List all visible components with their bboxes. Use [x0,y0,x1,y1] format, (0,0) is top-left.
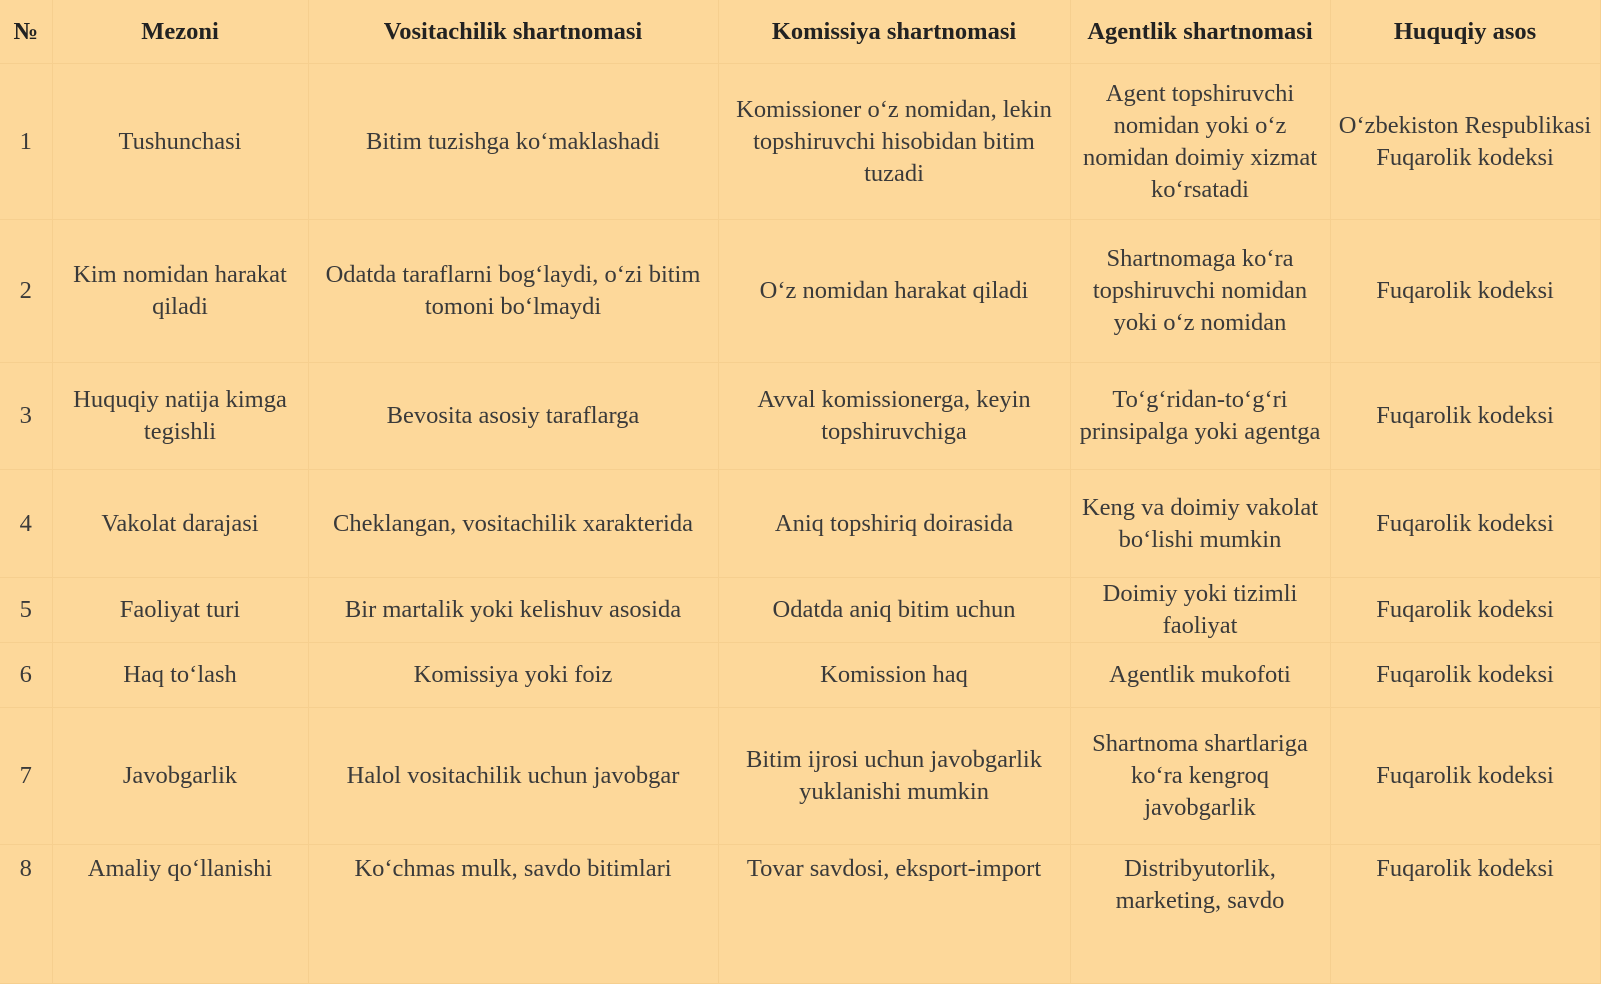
criterion-cell: Vakolat darajasi [52,470,308,578]
row-number-cell: 5 [0,578,52,643]
commission-cell: Aniq topshiriq doirasida [718,470,1070,578]
brokerage-cell: Cheklangan, vositachilik xarakterida [308,470,718,578]
agency-cell: Agentlik mukofoti [1070,643,1330,708]
row-number-cell: 3 [0,363,52,470]
header-row [0,0,1600,64]
header-brokerage-contract: Vositachilik shartnomasi [308,0,718,64]
table-header [0,0,1600,64]
row-number-cell: 6 [0,643,52,708]
legal-basis-cell: Fuqarolik kodeksi [1330,578,1600,643]
row-number-cell: 1 [0,64,52,220]
criterion-cell: Huquqiy natija kimga tegishli [52,363,308,470]
table-row [0,708,1600,845]
header-agency-contract: Agentlik shartnomasi [1070,0,1330,64]
legal-basis-cell: Fuqarolik kodeksi [1330,708,1600,845]
header-legal-basis: Huquqiy asos [1330,0,1600,64]
row-number-cell: 7 [0,708,52,845]
commission-cell: Tovar savdosi, eksport-import [718,845,1070,984]
table-row [0,643,1600,708]
brokerage-cell: Odatda taraflarni bog‘laydi, o‘zi bitim tomoni bo‘lmaydi [308,220,718,363]
commission-cell: Odatda aniq bitim uchun [718,578,1070,643]
header-commission-contract: Komissiya shartnomasi [718,0,1070,64]
criterion-cell: Faoliyat turi [52,578,308,643]
agency-cell: Shartnoma shartlariga ko‘ra kengroq javobgarlik [1070,708,1330,845]
agency-cell: Shartnomaga ko‘ra topshiruvchi nomidan yoki o‘z nomidan [1070,220,1330,363]
commission-cell: Bitim ijrosi uchun javobgarlik yuklanishi mumkin [718,708,1070,845]
table-body [0,64,1600,984]
row-number-cell: 4 [0,470,52,578]
brokerage-cell: Komissiya yoki foiz [308,643,718,708]
table-row [0,845,1600,984]
agency-cell: Keng va doimiy vakolat bo‘lishi mumkin [1070,470,1330,578]
commission-cell: Komission haq [718,643,1070,708]
agency-cell: Doimiy yoki tizimli faoliyat [1070,578,1330,643]
commission-cell: O‘z nomidan harakat qiladi [718,220,1070,363]
brokerage-cell: Halol vositachilik uchun javobgar [308,708,718,845]
row-number-cell: 2 [0,220,52,363]
header-number: № [0,0,52,64]
criterion-cell: Amaliy qo‘llanishi [52,845,308,984]
criterion-cell: Javobgarlik [52,708,308,845]
brokerage-cell: Ko‘chmas mulk, savdo bitimlari [308,845,718,984]
table-row [0,220,1600,363]
brokerage-cell: Bir martalik yoki kelishuv asosida [308,578,718,643]
header-criterion: Mezoni [52,0,308,64]
legal-basis-cell: Fuqarolik kodeksi [1330,363,1600,470]
agency-cell: Agent topshiruvchi nomidan yoki o‘z nomidan doimiy xizmat ko‘rsatadi [1070,64,1330,220]
commission-cell: Avval komissionerga, keyin topshiruvchiga [718,363,1070,470]
legal-basis-cell: Fuqarolik kodeksi [1330,220,1600,363]
criterion-cell: Haq to‘lash [52,643,308,708]
table-row [0,578,1600,643]
brokerage-cell: Bitim tuzishga ko‘maklashadi [308,64,718,220]
agency-cell: To‘g‘ridan-to‘g‘ri prinsipalga yoki agentga [1070,363,1330,470]
table-row [0,363,1600,470]
brokerage-cell: Bevosita asosiy taraflarga [308,363,718,470]
row-number-cell: 8 [0,845,52,984]
criterion-cell: Tushunchasi [52,64,308,220]
commission-cell: Komissioner o‘z nomidan, lekin topshiruvchi hisobidan bitim tuzadi [718,64,1070,220]
legal-basis-cell: O‘zbekiston Respublikasi Fuqarolik kodeksi [1330,64,1600,220]
table-row [0,64,1600,220]
legal-basis-cell: Fuqarolik kodeksi [1330,643,1600,708]
legal-basis-cell: Fuqarolik kodeksi [1330,470,1600,578]
legal-basis-cell: Fuqarolik kodeksi [1330,845,1600,984]
agency-cell: Distribyutorlik, marketing, savdo [1070,845,1330,984]
table-row [0,470,1600,578]
criterion-cell: Kim nomidan harakat qiladi [52,220,308,363]
